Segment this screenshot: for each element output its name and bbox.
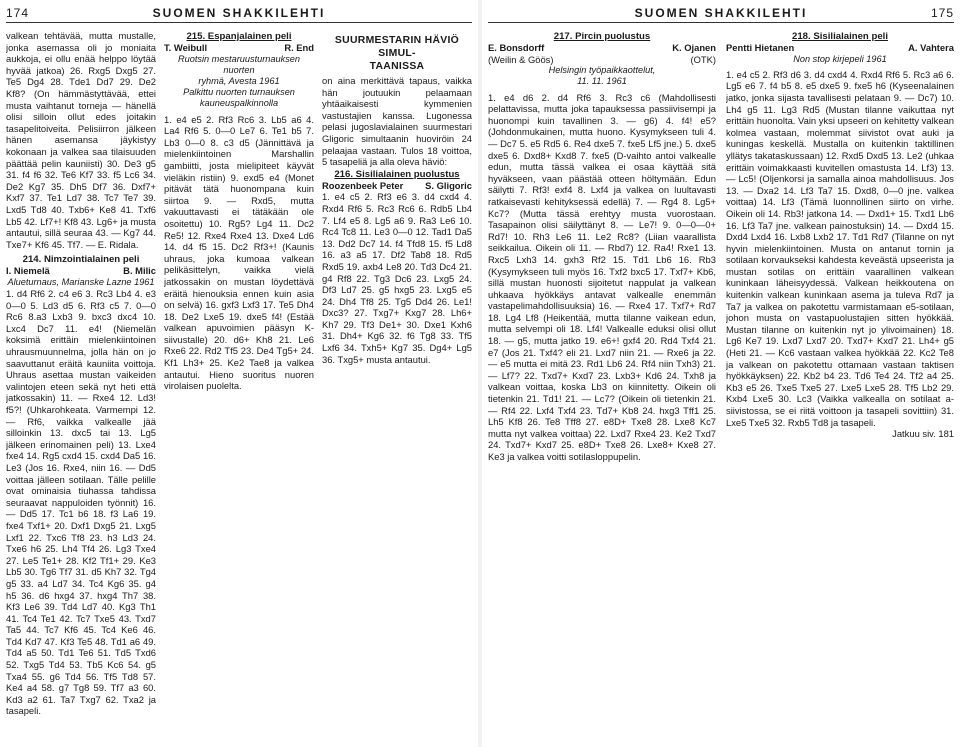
event-line: Palkittu nuorten turnauksen <box>183 87 295 98</box>
event-line: Ruotsin mestaruusturnauksen nuorten <box>177 53 301 75</box>
game-commentary-text: valkean tehtävää, mutta mustalle, jonka asemassa oli jo moniaita aukkoja, ei ollu enää helppo löytää hyvää jatkoa) 26. Rxg5 Dxg5 27. Te5 Dg4 28. Tde1 Dd7 29. De2 Kf8? (On hämmästyttävää, ettei musta vaihtanut torneja — hänellä olisi silloin ollut edes joitakin tasapelitoiveita. Pelisiirron jälkeen hänen asemansa jäykistyy kokonaan ja valkea saa tilaisuuden päättää pelin kauniisti) 30. De3 g5 31. f4 f6 32. Te6 Kf7 33. f5 Lc6 34. De2 Kg7 35. Dh5 Df7 36. Dxf7+ Kxf7 37. Te1 Ld7 38. Tc7 Te7 39. Lxd5 Td8 40. Txb6+ Ke8 41. Txf6 Lb5 42. Lf7+! Kf8 43. Lg6+ ja musta antautui, sillä seuraa 43. — Kg7 44. Txe7+ Kf6 45. Tf7. — E. Ridala. <box>6 30 156 250</box>
section-title: SUURMESTARIN HÄVIÖ SIMUL- <box>334 35 460 59</box>
right-page <box>482 0 960 747</box>
event-line: Alueturnaus, Marianske Lazne 1961 <box>7 276 155 287</box>
game-heading: 215. Espanjalainen peli <box>186 31 292 42</box>
continued-note: Jatkuu siv. 181 <box>892 428 954 440</box>
game-moves-text: 1. e4 c5 2. Rf3 e6 3. d4 cxd4 4. Rxd4 Rf6 5. Rc3 Rc6 6. Rdb5 Lb4 7. Lf4 e5 8. Lg5 a6 9. Ra3 Le6 10. Rc4 Tc8 11. Le3 0—0 12. Tad1 Da5 13. Dd2 Dc7 14. f4 Tfd8 15. f5 Ld8 16. a3 a5 17. Df2 Tab8 18. Rd5 Rxd5 19. axb4 Le8 20. Td3 Dc4 21. g4 Rf8 22. Tg3 Dc6 23. Lxg5 24. Df3 Ld7 25. g5 hxg5 23. Lxg5 e5 24. Dh4 Tf8 25. Tg5 Dd4 26. Le1! Dxc3? 27. Txg7+ Kxg7 28. Lh6+ Kh7 29. Tf3 De1+ 30. Dxe1 Kxh6 31. Dh4+ Kg6 32. f6 Tg8 33. Tf5 Lxf6 34. Txh5+ Kg7 35. Dg4+ Lg5 36. Txg5+ musta antautui. <box>322 191 472 365</box>
left-column-1 <box>6 30 156 743</box>
event-line: Helsingin työpaikkaottelut, <box>548 65 656 76</box>
running-title: SUOMEN SHAKKILEHTI <box>152 6 326 20</box>
white-player: E. Bonsdorff <box>488 42 545 53</box>
players-line <box>726 42 954 54</box>
white-club: (Weilin & Göös) <box>488 53 554 65</box>
game-heading: 216. Sisilialainen puolustus <box>334 168 460 180</box>
section-title: TAANISSA <box>369 61 425 72</box>
black-club: (OTK) <box>690 53 716 65</box>
game-heading: 218. Sisilialainen peli <box>792 31 888 42</box>
page-number: 175 <box>930 6 954 20</box>
black-player: K. Ojanen <box>672 42 716 53</box>
black-player: R. End <box>284 42 314 53</box>
event-line: Non stop kirjepeli 1961 <box>793 53 887 64</box>
event-line: ryhmä, Avesta 1961 <box>198 76 280 86</box>
players-line <box>488 42 716 54</box>
left-column-3 <box>322 30 472 743</box>
game-moves-text: 1. e4 c5 2. Rf3 d6 3. d4 cxd4 4. Rxd4 Rf6 5. Rc3 a6 6. Lg5 e6 7. f4 b5 8. e5 dxe5 9. fxe5 h6 (Kyseenalainen jatko, jonka sijasta tavallisesti pelataan 9. — Dc7) 10. Lh4 g5 11. Lg3 Rd5 (Mustan tilanne vaikuttaa nyt erittäin huonolta. Vain yksi upseeri on kehitetty valkean kolmea vastaan, molemmat siivistot ovat auki ja kuningas keskellä. Mustalla on kuitenkin taktillinen yllätys takataskussaan) 12. Rxd5 Dxd5 13. Le2 (uhkaa erittäin voimakkaasti kuvitellen omastusta 14. Lf3) 13. — Lc5! (Oljenkorsi ja samalla ainoa mahdollisuus. Jos 13. — Dxa2 14. Lf3 Ta7 15. Dxd8, 0—0 jne. valkea voittaa) 14. Lf3 (Tämä luonnollinen siirto on virhe. Oikein oli 14. Rb3! jatkona 14. — Dxd1+ 15. Txd1 Lb6 16. Lf3 Ta7 jne. valkean painostuksin) 14. — Dxd4 15. Dxd4 Lxd4 16. Lxb8 Lxb2 17. Td1 Rd7 (Tilanne on nyt hyvin mielenkiintoinen. Musta on antanut tornin ja sotilaan korvaukseksi kahdesta keveästä upseerista ja mustan sotilas on erittäin vaarallinen valkean kuninkaan läheisyydessä. Valkean heikkoutena on kuitenkin valkean kuninkaan asema ja tuleva Rd7 ja Ta7 ja valkea on pakotettu varmistamaan e5-sotilaan, johon musta on vastapuolustajien sitten hyökkää. Mustan tilanne on kuitenkin nyt jo ylivoimainen) 18. Lg6 Ke7 19. Lxd7 Lxd7 20. Txd7+ Kxd7 21. Lh4+ g5 (Heti 21. — Kc6 vastaan valkea hyökkää 22. Kc2 Te8 ja valkean on pakotettu ottamaan vastaan taktisen hyökkäyksen) 22. Kb2 b4 23. Td6 Te4 24. Tf2 a4 25. Kb3 e5 26. Txe5 Txe5 27. Lxe5 Lxe5 28. Tf5 Lb2 29. Kxb4 Lxe5 30. Lc3 (Vaikka valkealla on sotilaat a-siivistossa, se ei riitä voittoon ja tasapeli sovittiin) 31. Lxe5 Txe5 32. Rxb5 Td8 ja tasapeli. <box>726 68 954 428</box>
running-title: SUOMEN SHAKKILEHTI <box>634 6 808 20</box>
players-line <box>6 265 156 277</box>
clubs-line <box>488 54 716 66</box>
white-player: I. Niemelä <box>6 265 50 277</box>
event-line: 11. 11. 1961 <box>577 76 627 87</box>
players-line <box>164 42 314 54</box>
players-line <box>322 180 472 192</box>
black-player: B. Milic <box>123 265 156 277</box>
right-column-1 <box>488 30 716 743</box>
white-player: Pentti Hietanen <box>726 42 795 53</box>
white-player: T. Weibull <box>164 42 208 53</box>
game-moves-text: 1. e4 e5 2. Rf3 Rc6 3. Lb5 a6 4. La4 Rf6 5. 0—0 Le7 6. Te1 b5 7. Lb3 0—0 8. c3 d5 (Jännittävä ja mielenkiintoinen Marshallin gambiitti, josta mielipiteet käyvät vieläkin ristiin) 9. exd5 e4 (Monet pitävät tätä huonompana kuin siirtoa 9. — Rxd5, mutta vakuuttavasti ei tätäkään ole osoitettu) 10. Rg5? Lg4 11. Dc2 Re5! 12. Rxe4 Rxe4 13. Dxe4 Ld6 14. d4 f5 15. Dc2 Rf3+! (Kaunis uhraus, joka kumoaa valkean pelikäsittelyn, vaikka vielä jatkossakin on mustan löydettävä eräitä hienouksia ennen kuin asia on selvä) 16. gxf3 Lxf3 17. Te5 Dh4 18. De2 Lxe5 19. dxe5 f4! (Estää valkean apuvoimien pääsyn K-siivustalle) 20. d6+ Kh8 21. Le6 Rxe6 22. Rd2 Tf5 23. De4 Tg5+ 24. Kf1 Lh3+ 25. Ke2 Tae8 ja valkea antautui. Hieno suoritus nuoren virolaisen puolelta. <box>164 113 314 392</box>
right-page-header <box>488 4 954 23</box>
page-number: 174 <box>6 6 30 20</box>
left-column-2 <box>164 30 314 743</box>
black-player: A. Vahtera <box>908 42 954 53</box>
left-page <box>0 0 478 747</box>
article-text: on aina merkittävä tapaus, vaikka hän joutuukin pelaamaan yhtäaikaisesti kymmenien vastustajien kanssa. Lugonessa pelasi jugoslavialainen suurmestari Gligoric simultaanin huoviröin 24 pelaajaa vastaan. Tulos 18 voittoa, 5 tasapeliä ja alla oleva häviö: <box>322 75 472 168</box>
white-player: Roozenbeek Peter <box>322 179 404 191</box>
game-heading: 217. Pircin puolustus <box>553 31 651 42</box>
game-moves-text: 1. e4 d6 2. d4 Rf6 3. Rc3 c6 (Mahdollisesti pelattavissa, mutta joka tapauksessa passiivisempi ja huonompi kuin tavallinen 3. — g6) 4. f4! e5? (Johdonmukainen, mutta huono. Kysymykseen tuli 4. — Dc7 5. e5 Rd5 6. Re4 dxe5 7. fxe5 Lf5 jne.) 5. dxe5 dxe5 6. Dxd8+ Kxd8 7. fxe5 (D-vaihto antoi valkealle edun, mutta tässä valkea ei osaa käyttää sitä hyväkseen, vaan päästää otteen höltymään. Edun säilytti 7. Rf3! exf4 8. Lxf4 ja valkea on luultavasti ratkaisevasti kehityksessä edellä) 7. — Rg4 8. Lg5+ Kc7? (Mutta tässä erehtyy musta vuorostaan. Tasapainon olisi säilyttänyt 8. — Le7! 9. 0—0—0+ Rd7! 10. Rh3 Le6 11. Le2 Rc8? (Liian vaarallista seikkailua. Oikein oli 11. — Rbd7) 12. Ra4! Rxe1 13. Rxc5 Lxh3 14. gxh3 Rf2 15. Td1 Lb6 16. Rb3 (Kysymykseen tuli myös 16. Txf2 bxc5 17. Txf7+ Kb6, sillä mustan huonosti sijoitetut nappulat ja valkean uhkaava hyökkäys antavat valkealle enemmän vastapelimahdollisuuksia) 16. — Rxe4 17. Txf7+ Rd7 18. Lg4 Lf8 (Heikentää, mutta tilanne vaikean edun, mutta selvempi oli 18. Lf4! Valkealle eduksi olisi ollut 18. — g5, mutta jatko 19. e6+! gxf4 20. Rd4 Txf4 21. e7 (Jos 21. Txf4? eli 21. Lxd7 niin 21. — Rxe6 ja 22. — e5 mutta ei mitä 23. Rd1 Lb6 24. Rf4 niin Txh3) 21. — Lf7? 22. Txd7+ Kxd7 23. Lxb3+ Kd6 24. Txh8 ja valkean voittaa, koska Lb3 on kiinnitetty. Oikein oli tietenkin 21. Td1! 21. — Lc7? (Oikein oli tietenkin 21. — Rf4 22. Lxf4 Txf4 23. Td7+ Kb8 24. hxg3 Tff1 25. Lh5 Kf8 26. Te8 Tff8 27. e8D+ Txe8 28. Lxe8 Kc7 mutta nyt valkea voittaa) 22. Lxd7 Rxe4 23. Ke2 Txd7 24. Txd7+ Kxd7 25. e8D+ Txe8 26. Lxe8+ Kxe8 27. Ke3 ja valkea voitti sotilasloppupelin. <box>488 91 716 462</box>
black-player: S. Gligoric <box>425 179 472 191</box>
game-heading: 214. Nimzointialainen peli <box>22 254 140 266</box>
event-line: kauneuspalkinnolla <box>199 98 279 109</box>
left-page-header <box>6 4 472 23</box>
game-moves-text: 1. d4 Rf6 2. c4 e6 3. Rc3 Lb4 4. e3 0—0 5. Ld3 d5 6. Rf3 c5 7. 0—0 Rc6 8.a3 Lxb3 9. bxc3 dxc4 10. Lxc4 Dc7 11. e4! (Niemelän koksimä erittäin mielenkiintoinen uhrausmuunnelma, jolla hän on jo saavuttanut eräitä kauniita voittoja. Uhraus asettaa mustan vaikeiden valintojen eteen sekä nyt heti että jatkossakin) 11. — Rxe4 12. Ld3! f5?! (Uhkarohkeata. Varmempi 12. — Rf6, vaikka valkealle jää silloinkin 13. dxc5 tai 13. Lg5 jälkeen erinomainen peli) 13. Lxe4 fxe4 14. Rg5 cxd4 15. cxd4 Da5 16. Le3 (Jos 16. Rxe4, niin 16. — Dd5 voittaa jälleen sotilaan. Tälle pelille ovat ominaisia tiuhassa tahdissa seuraavat nappuloiden työnnit) 16. — Dd5 17. Tc1 b6 18. f3 La6 19. fxe4 Txf1+ 20. Dxf1 Dxg5 21. Lxg5 Lxf1 22. Txc6 Tf8 23. h3 Ld3 24. Txe6 h6 25. Lh4 Tf4 26. Lg3 Txe4 27. Le5 Te1+ 28. Kf2 Tf1+ 29. Ke3 Lb5 30. Tg6 Tf7 31. d5 Kh7 32. Tg4 g5 33. a4 Ld7 34. Tc4 Kg6 35. g4 h5 36. d6 hxg4 37. hxg4 Th7 38. Kf3 Le6 39. Td4 Ld7 40. Kg3 Th1 41. Tc4 Te1 42. Tc7 Txe5 43. Txd7 Ta5 44. Tc7 Kf6 45. Tc4 Ke6 46. Td4 Kd7 47. Kf3 Te5 48. Td1 a6 49. Td4 a5 50. Td1 Te6 51. Td5 Txd6 52. Txg5 Td4 53. Tb5 Kc6 54. g5 Txa4 55. g6 Td4 56. Tf5 Td8 57. Ke4 a4 58. g7 Tg8 59. Tf7 a3 60. Kd3 a2 61. Ta7 Txg7 62. Txa2 ja tasapeli. <box>6 288 156 717</box>
right-column-2 <box>726 30 954 743</box>
